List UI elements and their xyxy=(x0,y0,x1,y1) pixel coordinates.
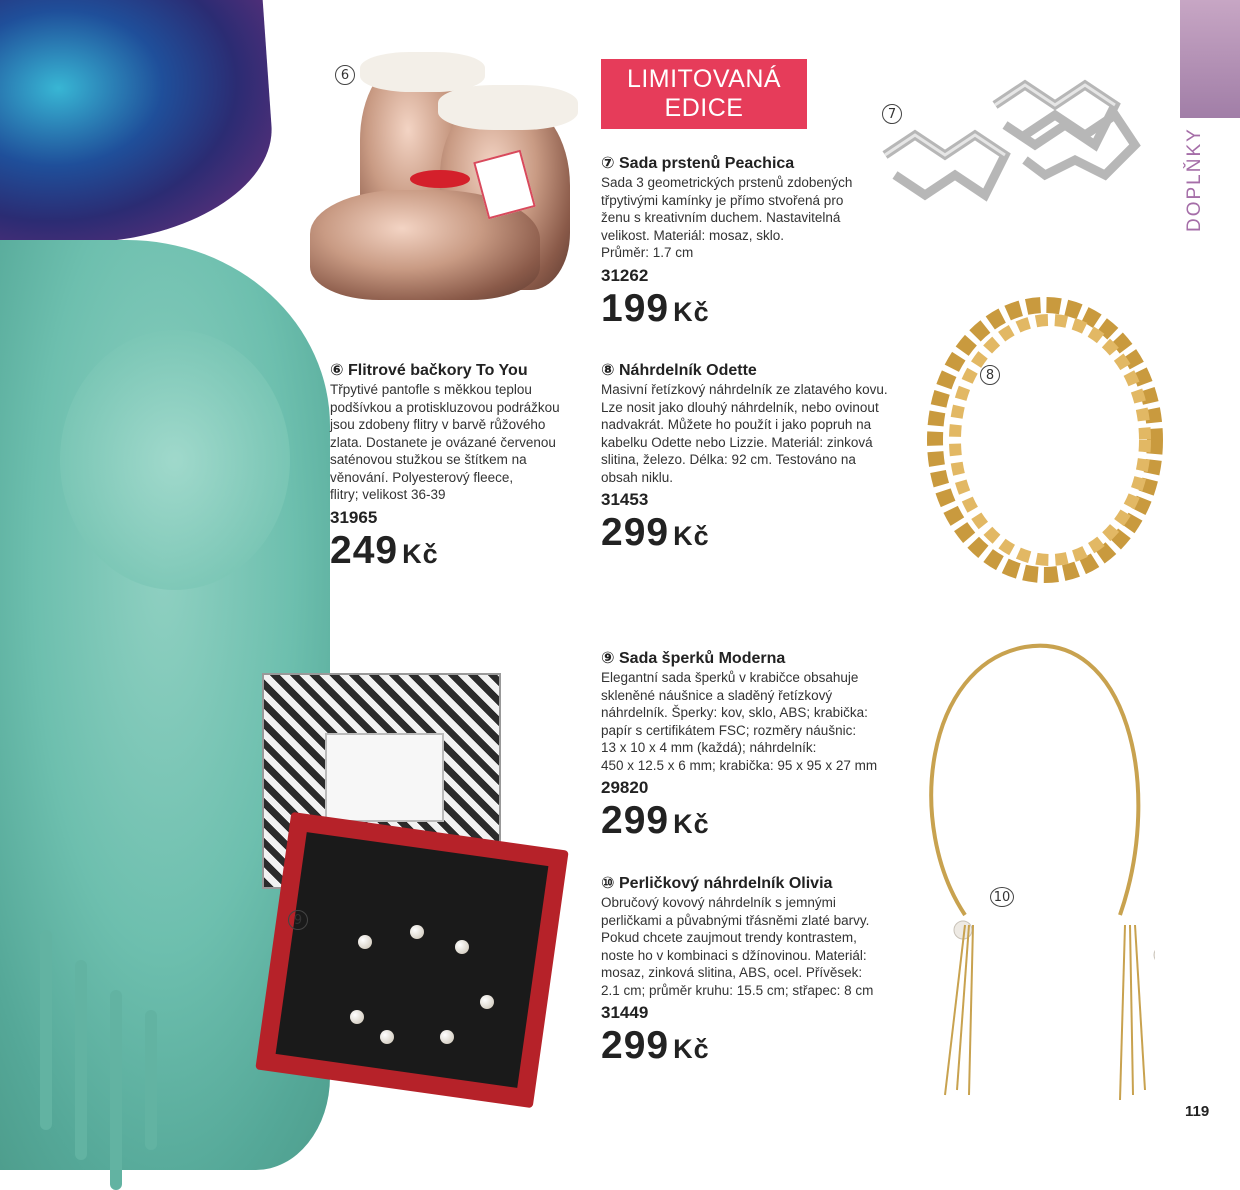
product-description: Masivní řetízkový náhrdelník ze zlatavého kovu. Lze nosit jako dlouhý náhrdelník, nebo ovinout nadvakrát. Můžete ho použít i jako popruh na kabelku Odette nebo Lizzie. Materiál: zinková slitina, železo. Délka: 92 cm. Testováno na obsah niklu. xyxy=(601,382,888,485)
jewelry-box-label xyxy=(325,733,444,822)
marker-9: 9 xyxy=(288,910,308,930)
product-description: Sada 3 geometrických prstenů zdobených třpytivými kamínky je přímo stvořená pro ženu s kreativním duchem. Nastavitelná velikost. Materiál: mosaz, sklo. Průměr: 1.7 cm xyxy=(601,175,853,260)
pearl xyxy=(455,940,469,954)
product-description: Třpytivé pantofle s měkkou teplou podšívkou a protiskluzovou podrážkou jsou zdobeny flitry v barvě růžového zlata. Dostanete je ovázané červenou saténovou stužkou se štítkem na věnování. Polyesterový fleece, flitry; velikost 36-39 xyxy=(330,382,560,502)
gold-chain-necklace-image xyxy=(910,280,1180,600)
marker-7: 7 xyxy=(882,104,902,124)
pearl xyxy=(358,935,372,949)
pearl xyxy=(480,995,494,1009)
jewelry-box-inner xyxy=(276,832,549,1088)
purple-blue-scarf-image xyxy=(0,0,279,250)
price-currency: Kč xyxy=(673,296,710,327)
product-rings xyxy=(601,153,921,333)
price-value: 299 xyxy=(601,1024,670,1067)
product-code: 31965 xyxy=(330,507,378,527)
product-title: ⑥ Flitrové bačkory To You xyxy=(330,362,528,379)
price-currency: Kč xyxy=(402,538,439,569)
product-jewelry-set xyxy=(601,648,921,845)
limited-edition-badge xyxy=(601,59,807,129)
product-title: ⑧ Náhrdelník Odette xyxy=(601,362,757,379)
product-price xyxy=(601,288,921,333)
marker-6: 6 xyxy=(335,65,355,85)
product-code: 31449 xyxy=(601,1003,649,1022)
page-number: 119 xyxy=(1185,1103,1210,1120)
product-price xyxy=(601,512,921,557)
product-title: ⑦ Sada prstenů Peachica xyxy=(601,155,795,172)
badge-line-1: LIMITOVANÁ xyxy=(626,65,782,93)
price-currency: Kč xyxy=(673,809,710,839)
scarf-fringe xyxy=(110,990,122,1190)
product-code: 29820 xyxy=(601,778,649,797)
scarf-fringe xyxy=(145,1010,157,1150)
pearl xyxy=(380,1030,394,1044)
price-value: 299 xyxy=(601,511,670,554)
pearl-hoop-necklace-image xyxy=(905,625,1155,1105)
product-description: Elegantní sada šperků v krabičce obsahuje skleněné náušnice a sladěný řetízkový náhrdelník. Šperky: kov, sklo, ABS; krabička: papír s certifikátem FSC; rozměry náušnic: 13 x 10 x 4 mm (každá); náhrdelník: 450 x 12.5 x 6 mm; krabička: 95 x 95 x 27 mm xyxy=(601,670,878,773)
product-price xyxy=(601,1025,921,1070)
product-code: 31453 xyxy=(601,490,649,509)
price-value: 249 xyxy=(330,528,399,572)
scarf-fringe xyxy=(40,930,52,1130)
product-pearl-necklace xyxy=(601,873,921,1070)
mint-scarf-fold xyxy=(60,330,290,590)
product-price xyxy=(330,530,630,575)
product-price xyxy=(601,800,921,845)
price-value: 299 xyxy=(601,799,670,842)
marker-10: 10 xyxy=(990,887,1014,907)
product-title: ⑨ Sada šperků Moderna xyxy=(601,650,786,667)
section-label: DOPLŇKY xyxy=(1184,127,1205,233)
badge-line-2: EDICE xyxy=(664,94,744,122)
product-slippers xyxy=(330,360,630,575)
marker-8: 8 xyxy=(980,365,1000,385)
product-title: ⑩ Perličkový náhrdelník Olivia xyxy=(601,875,833,892)
product-chain-necklace xyxy=(601,360,921,557)
product-code: 31262 xyxy=(601,265,649,285)
section-tab xyxy=(1180,0,1240,118)
pearl xyxy=(410,925,424,939)
pearl xyxy=(440,1030,454,1044)
scarf-fringe xyxy=(75,960,87,1160)
price-currency: Kč xyxy=(673,1034,710,1064)
price-currency: Kč xyxy=(673,521,710,551)
pearl xyxy=(350,1010,364,1024)
price-value: 199 xyxy=(601,286,670,330)
product-description: Obručový kovový náhrdelník s jemnými perličkami a půvabnými třásněmi zlaté barvy. Pokud chcete zaujmout trendy kontrastem, noste ho v kombinaci s džínovinou. Materiál: mosaz, zinková slitina, ABS, ocel. Přívěsek: 2.1 cm; průměr kruhu: 15.5 cm; střapec: 8 cm xyxy=(601,895,874,998)
